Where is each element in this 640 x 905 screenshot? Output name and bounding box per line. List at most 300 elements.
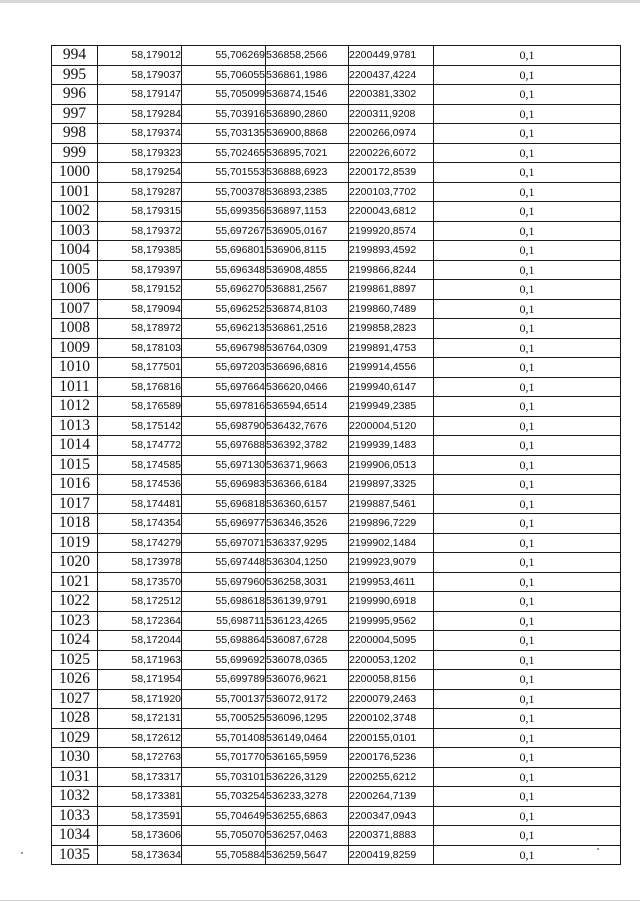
point-number-cell: 1017 xyxy=(52,494,98,514)
point-number-cell: 995 xyxy=(52,65,98,85)
table-row xyxy=(52,592,621,612)
longitude-cell: 55,696977 xyxy=(182,514,266,534)
table-row xyxy=(52,338,621,358)
point-number-cell: 1022 xyxy=(52,592,98,612)
accuracy-cell: 0,1 xyxy=(434,182,621,202)
longitude-cell: 55,700137 xyxy=(182,689,266,709)
y-coordinate-cell: 2199897,3325 xyxy=(349,475,434,495)
x-coordinate-cell: 536897,1153 xyxy=(266,202,349,222)
x-coordinate-cell: 536874,8103 xyxy=(266,299,349,319)
y-coordinate-cell: 2199887,5461 xyxy=(349,494,434,514)
longitude-cell: 55,699356 xyxy=(182,202,266,222)
accuracy-cell: 0,1 xyxy=(434,709,621,729)
longitude-cell: 55,700525 xyxy=(182,709,266,729)
longitude-cell: 55,699789 xyxy=(182,670,266,690)
x-coordinate-cell: 536764,0309 xyxy=(266,338,349,358)
longitude-cell: 55,697960 xyxy=(182,572,266,592)
y-coordinate-cell: 2200449,9781 xyxy=(349,46,434,66)
latitude-cell: 58,176589 xyxy=(98,397,182,417)
table-row xyxy=(52,670,621,690)
latitude-cell: 58,172612 xyxy=(98,728,182,748)
table-row xyxy=(52,104,621,124)
latitude-cell: 58,171963 xyxy=(98,650,182,670)
table-row xyxy=(52,826,621,846)
x-coordinate-cell: 536861,1986 xyxy=(266,65,349,85)
longitude-cell: 55,696983 xyxy=(182,475,266,495)
y-coordinate-cell: 2199891,4753 xyxy=(349,338,434,358)
longitude-cell: 55,701553 xyxy=(182,163,266,183)
y-coordinate-cell: 2200058,8156 xyxy=(349,670,434,690)
longitude-cell: 55,703916 xyxy=(182,104,266,124)
coordinates-table-body xyxy=(52,46,621,865)
table-row xyxy=(52,397,621,417)
y-coordinate-cell: 2199861,8897 xyxy=(349,280,434,300)
x-coordinate-cell: 536594,6514 xyxy=(266,397,349,417)
y-coordinate-cell: 2200004,5120 xyxy=(349,416,434,436)
accuracy-cell: 0,1 xyxy=(434,689,621,709)
point-number-cell: 1034 xyxy=(52,826,98,846)
longitude-cell: 55,698790 xyxy=(182,416,266,436)
x-coordinate-cell: 536259,5647 xyxy=(266,845,349,865)
latitude-cell: 58,173317 xyxy=(98,767,182,787)
longitude-cell: 55,696270 xyxy=(182,280,266,300)
accuracy-cell: 0,1 xyxy=(434,241,621,261)
table-row xyxy=(52,748,621,768)
longitude-cell: 55,703101 xyxy=(182,767,266,787)
y-coordinate-cell: 2200437,4224 xyxy=(349,65,434,85)
table-row xyxy=(52,280,621,300)
top-edge-rule xyxy=(0,0,640,3)
y-coordinate-cell: 2200371,8883 xyxy=(349,826,434,846)
longitude-cell: 55,697688 xyxy=(182,436,266,456)
accuracy-cell: 0,1 xyxy=(434,455,621,475)
x-coordinate-cell: 536076,9621 xyxy=(266,670,349,690)
accuracy-cell: 0,1 xyxy=(434,631,621,651)
point-number-cell: 1028 xyxy=(52,709,98,729)
y-coordinate-cell: 2199949,2385 xyxy=(349,397,434,417)
point-number-cell: 1025 xyxy=(52,650,98,670)
longitude-cell: 55,696801 xyxy=(182,241,266,261)
latitude-cell: 58,174585 xyxy=(98,455,182,475)
latitude-cell: 58,179385 xyxy=(98,241,182,261)
y-coordinate-cell: 2199914,4556 xyxy=(349,358,434,378)
accuracy-cell: 0,1 xyxy=(434,338,621,358)
point-number-cell: 1035 xyxy=(52,845,98,865)
y-coordinate-cell: 2199858,2823 xyxy=(349,319,434,339)
longitude-cell: 55,702465 xyxy=(182,143,266,163)
latitude-cell: 58,179152 xyxy=(98,280,182,300)
point-number-cell: 1001 xyxy=(52,182,98,202)
x-coordinate-cell: 536900,8868 xyxy=(266,124,349,144)
latitude-cell: 58,173591 xyxy=(98,806,182,826)
y-coordinate-cell: 2200172,8539 xyxy=(349,163,434,183)
table-row xyxy=(52,806,621,826)
x-coordinate-cell: 536861,2516 xyxy=(266,319,349,339)
x-coordinate-cell: 536908,4855 xyxy=(266,260,349,280)
x-coordinate-cell: 536620,0466 xyxy=(266,377,349,397)
point-number-cell: 1003 xyxy=(52,221,98,241)
table-row xyxy=(52,689,621,709)
y-coordinate-cell: 2199866,8244 xyxy=(349,260,434,280)
point-number-cell: 1026 xyxy=(52,670,98,690)
longitude-cell: 55,703254 xyxy=(182,787,266,807)
longitude-cell: 55,697664 xyxy=(182,377,266,397)
latitude-cell: 58,171954 xyxy=(98,670,182,690)
y-coordinate-cell: 2199953,4611 xyxy=(349,572,434,592)
point-number-cell: 1005 xyxy=(52,260,98,280)
point-number-cell: 1009 xyxy=(52,338,98,358)
point-number-cell: 998 xyxy=(52,124,98,144)
table-row xyxy=(52,631,621,651)
x-coordinate-cell: 536346,3526 xyxy=(266,514,349,534)
table-row xyxy=(52,377,621,397)
longitude-cell: 55,705070 xyxy=(182,826,266,846)
y-coordinate-cell: 2199893,4592 xyxy=(349,241,434,261)
latitude-cell: 58,177501 xyxy=(98,358,182,378)
table-row xyxy=(52,611,621,631)
x-coordinate-cell: 536895,7021 xyxy=(266,143,349,163)
latitude-cell: 58,179254 xyxy=(98,163,182,183)
latitude-cell: 58,174279 xyxy=(98,533,182,553)
x-coordinate-cell: 536696,6816 xyxy=(266,358,349,378)
point-number-cell: 1000 xyxy=(52,163,98,183)
accuracy-cell: 0,1 xyxy=(434,572,621,592)
accuracy-cell: 0,1 xyxy=(434,416,621,436)
table-row xyxy=(52,202,621,222)
latitude-cell: 58,171920 xyxy=(98,689,182,709)
point-number-cell: 1027 xyxy=(52,689,98,709)
y-coordinate-cell: 2200419,8259 xyxy=(349,845,434,865)
accuracy-cell: 0,1 xyxy=(434,85,621,105)
y-coordinate-cell: 2200311,9208 xyxy=(349,104,434,124)
y-coordinate-cell: 2200079,2463 xyxy=(349,689,434,709)
table-row xyxy=(52,358,621,378)
y-coordinate-cell: 2200226,6072 xyxy=(349,143,434,163)
accuracy-cell: 0,1 xyxy=(434,260,621,280)
point-number-cell: 1006 xyxy=(52,280,98,300)
x-coordinate-cell: 536888,6923 xyxy=(266,163,349,183)
latitude-cell: 58,174481 xyxy=(98,494,182,514)
latitude-cell: 58,175142 xyxy=(98,416,182,436)
x-coordinate-cell: 536360,6157 xyxy=(266,494,349,514)
latitude-cell: 58,173381 xyxy=(98,787,182,807)
longitude-cell: 55,698618 xyxy=(182,592,266,612)
latitude-cell: 58,179284 xyxy=(98,104,182,124)
accuracy-cell: 0,1 xyxy=(434,592,621,612)
longitude-cell: 55,698711 xyxy=(182,611,266,631)
longitude-cell: 55,697448 xyxy=(182,553,266,573)
x-coordinate-cell: 536123,4265 xyxy=(266,611,349,631)
table-row xyxy=(52,85,621,105)
table-row xyxy=(52,514,621,534)
accuracy-cell: 0,1 xyxy=(434,728,621,748)
longitude-cell: 55,696252 xyxy=(182,299,266,319)
table-row xyxy=(52,143,621,163)
accuracy-cell: 0,1 xyxy=(434,397,621,417)
table-row xyxy=(52,46,621,66)
table-row xyxy=(52,787,621,807)
table-row xyxy=(52,319,621,339)
accuracy-cell: 0,1 xyxy=(434,377,621,397)
y-coordinate-cell: 2199923,9079 xyxy=(349,553,434,573)
longitude-cell: 55,697267 xyxy=(182,221,266,241)
y-coordinate-cell: 2200053,1202 xyxy=(349,650,434,670)
point-number-cell: 1007 xyxy=(52,299,98,319)
y-coordinate-cell: 2199920,8574 xyxy=(349,221,434,241)
point-number-cell: 999 xyxy=(52,143,98,163)
latitude-cell: 58,172364 xyxy=(98,611,182,631)
point-number-cell: 1033 xyxy=(52,806,98,826)
accuracy-cell: 0,1 xyxy=(434,845,621,865)
longitude-cell: 55,705099 xyxy=(182,85,266,105)
point-number-cell: 1020 xyxy=(52,553,98,573)
y-coordinate-cell: 2199902,1484 xyxy=(349,533,434,553)
x-coordinate-cell: 536078,0365 xyxy=(266,650,349,670)
y-coordinate-cell: 2199896,7229 xyxy=(349,514,434,534)
longitude-cell: 55,701770 xyxy=(182,748,266,768)
y-coordinate-cell: 2200102,3748 xyxy=(349,709,434,729)
table-row xyxy=(52,728,621,748)
latitude-cell: 58,173570 xyxy=(98,572,182,592)
latitude-cell: 58,173978 xyxy=(98,553,182,573)
y-coordinate-cell: 2200264,7139 xyxy=(349,787,434,807)
longitude-cell: 55,697203 xyxy=(182,358,266,378)
table-row xyxy=(52,767,621,787)
accuracy-cell: 0,1 xyxy=(434,163,621,183)
latitude-cell: 58,179372 xyxy=(98,221,182,241)
x-coordinate-cell: 536255,6863 xyxy=(266,806,349,826)
y-coordinate-cell: 2200004,5095 xyxy=(349,631,434,651)
y-coordinate-cell: 2200155,0101 xyxy=(349,728,434,748)
accuracy-cell: 0,1 xyxy=(434,533,621,553)
table-row xyxy=(52,299,621,319)
point-number-cell: 1012 xyxy=(52,397,98,417)
x-coordinate-cell: 536149,0464 xyxy=(266,728,349,748)
x-coordinate-cell: 536304,1250 xyxy=(266,553,349,573)
y-coordinate-cell: 2200176,5236 xyxy=(349,748,434,768)
accuracy-cell: 0,1 xyxy=(434,611,621,631)
latitude-cell: 58,179094 xyxy=(98,299,182,319)
table-row xyxy=(52,455,621,475)
x-coordinate-cell: 536226,3129 xyxy=(266,767,349,787)
point-number-cell: 1011 xyxy=(52,377,98,397)
latitude-cell: 58,179287 xyxy=(98,182,182,202)
y-coordinate-cell: 2199939,1483 xyxy=(349,436,434,456)
latitude-cell: 58,173606 xyxy=(98,826,182,846)
bottom-edge-rule xyxy=(0,900,640,901)
x-coordinate-cell: 536258,3031 xyxy=(266,572,349,592)
accuracy-cell: 0,1 xyxy=(434,202,621,222)
x-coordinate-cell: 536432,7676 xyxy=(266,416,349,436)
scan-speck xyxy=(21,852,23,854)
point-number-cell: 1015 xyxy=(52,455,98,475)
accuracy-cell: 0,1 xyxy=(434,124,621,144)
accuracy-cell: 0,1 xyxy=(434,670,621,690)
table-row xyxy=(52,436,621,456)
x-coordinate-cell: 536366,6184 xyxy=(266,475,349,495)
table-row xyxy=(52,182,621,202)
longitude-cell: 55,701408 xyxy=(182,728,266,748)
x-coordinate-cell: 536874,1546 xyxy=(266,85,349,105)
x-coordinate-cell: 536257,0463 xyxy=(266,826,349,846)
accuracy-cell: 0,1 xyxy=(434,748,621,768)
longitude-cell: 55,696348 xyxy=(182,260,266,280)
y-coordinate-cell: 2200381,3302 xyxy=(349,85,434,105)
table-row xyxy=(52,241,621,261)
longitude-cell: 55,697130 xyxy=(182,455,266,475)
latitude-cell: 58,174772 xyxy=(98,436,182,456)
table-row xyxy=(52,416,621,436)
point-number-cell: 1004 xyxy=(52,241,98,261)
x-coordinate-cell: 536858,2566 xyxy=(266,46,349,66)
latitude-cell: 58,178103 xyxy=(98,338,182,358)
table-row xyxy=(52,650,621,670)
latitude-cell: 58,178972 xyxy=(98,319,182,339)
point-number-cell: 997 xyxy=(52,104,98,124)
y-coordinate-cell: 2199995,9562 xyxy=(349,611,434,631)
longitude-cell: 55,706269 xyxy=(182,46,266,66)
longitude-cell: 55,700378 xyxy=(182,182,266,202)
latitude-cell: 58,179147 xyxy=(98,85,182,105)
point-number-cell: 1021 xyxy=(52,572,98,592)
point-number-cell: 996 xyxy=(52,85,98,105)
latitude-cell: 58,174536 xyxy=(98,475,182,495)
x-coordinate-cell: 536906,8115 xyxy=(266,241,349,261)
accuracy-cell: 0,1 xyxy=(434,787,621,807)
table-row xyxy=(52,572,621,592)
longitude-cell: 55,699692 xyxy=(182,650,266,670)
accuracy-cell: 0,1 xyxy=(434,806,621,826)
point-number-cell: 1023 xyxy=(52,611,98,631)
point-number-cell: 1019 xyxy=(52,533,98,553)
table-row xyxy=(52,845,621,865)
latitude-cell: 58,179315 xyxy=(98,202,182,222)
latitude-cell: 58,174354 xyxy=(98,514,182,534)
longitude-cell: 55,706055 xyxy=(182,65,266,85)
accuracy-cell: 0,1 xyxy=(434,221,621,241)
latitude-cell: 58,179323 xyxy=(98,143,182,163)
longitude-cell: 55,697816 xyxy=(182,397,266,417)
x-coordinate-cell: 536392,3782 xyxy=(266,436,349,456)
point-number-cell: 1032 xyxy=(52,787,98,807)
longitude-cell: 55,696798 xyxy=(182,338,266,358)
table-row xyxy=(52,553,621,573)
longitude-cell: 55,697071 xyxy=(182,533,266,553)
accuracy-cell: 0,1 xyxy=(434,299,621,319)
longitude-cell: 55,698864 xyxy=(182,631,266,651)
latitude-cell: 58,173634 xyxy=(98,845,182,865)
x-coordinate-cell: 536139,9791 xyxy=(266,592,349,612)
y-coordinate-cell: 2200347,0943 xyxy=(349,806,434,826)
table-row xyxy=(52,709,621,729)
latitude-cell: 58,172512 xyxy=(98,592,182,612)
longitude-cell: 55,696213 xyxy=(182,319,266,339)
accuracy-cell: 0,1 xyxy=(434,436,621,456)
point-number-cell: 1029 xyxy=(52,728,98,748)
table-row xyxy=(52,494,621,514)
y-coordinate-cell: 2200043,6812 xyxy=(349,202,434,222)
accuracy-cell: 0,1 xyxy=(434,358,621,378)
point-number-cell: 1013 xyxy=(52,416,98,436)
x-coordinate-cell: 536893,2385 xyxy=(266,182,349,202)
accuracy-cell: 0,1 xyxy=(434,826,621,846)
point-number-cell: 1018 xyxy=(52,514,98,534)
accuracy-cell: 0,1 xyxy=(434,514,621,534)
y-coordinate-cell: 2199860,7489 xyxy=(349,299,434,319)
longitude-cell: 55,704649 xyxy=(182,806,266,826)
y-coordinate-cell: 2199906,0513 xyxy=(349,455,434,475)
y-coordinate-cell: 2200255,6212 xyxy=(349,767,434,787)
latitude-cell: 58,172131 xyxy=(98,709,182,729)
scan-speck xyxy=(597,848,599,850)
point-number-cell: 1010 xyxy=(52,358,98,378)
latitude-cell: 58,179012 xyxy=(98,46,182,66)
latitude-cell: 58,176816 xyxy=(98,377,182,397)
accuracy-cell: 0,1 xyxy=(434,553,621,573)
accuracy-cell: 0,1 xyxy=(434,104,621,124)
accuracy-cell: 0,1 xyxy=(434,475,621,495)
latitude-cell: 58,179397 xyxy=(98,260,182,280)
x-coordinate-cell: 536233,3278 xyxy=(266,787,349,807)
x-coordinate-cell: 536165,5959 xyxy=(266,748,349,768)
accuracy-cell: 0,1 xyxy=(434,494,621,514)
x-coordinate-cell: 536890,2860 xyxy=(266,104,349,124)
point-number-cell: 1024 xyxy=(52,631,98,651)
accuracy-cell: 0,1 xyxy=(434,46,621,66)
x-coordinate-cell: 536881,2567 xyxy=(266,280,349,300)
accuracy-cell: 0,1 xyxy=(434,143,621,163)
longitude-cell: 55,696818 xyxy=(182,494,266,514)
coordinates-table xyxy=(51,45,621,865)
y-coordinate-cell: 2200103,7702 xyxy=(349,182,434,202)
x-coordinate-cell: 536072,9172 xyxy=(266,689,349,709)
table-row xyxy=(52,163,621,183)
table-row xyxy=(52,124,621,144)
point-number-cell: 1031 xyxy=(52,767,98,787)
latitude-cell: 58,172763 xyxy=(98,748,182,768)
latitude-cell: 58,179037 xyxy=(98,65,182,85)
longitude-cell: 55,703135 xyxy=(182,124,266,144)
x-coordinate-cell: 536096,1295 xyxy=(266,709,349,729)
x-coordinate-cell: 536905,0167 xyxy=(266,221,349,241)
table-row xyxy=(52,475,621,495)
table-row xyxy=(52,260,621,280)
accuracy-cell: 0,1 xyxy=(434,65,621,85)
point-number-cell: 1016 xyxy=(52,475,98,495)
point-number-cell: 1008 xyxy=(52,319,98,339)
accuracy-cell: 0,1 xyxy=(434,650,621,670)
y-coordinate-cell: 2199990,6918 xyxy=(349,592,434,612)
table-row xyxy=(52,533,621,553)
point-number-cell: 994 xyxy=(52,46,98,66)
point-number-cell: 1002 xyxy=(52,202,98,222)
latitude-cell: 58,172044 xyxy=(98,631,182,651)
accuracy-cell: 0,1 xyxy=(434,280,621,300)
point-number-cell: 1030 xyxy=(52,748,98,768)
accuracy-cell: 0,1 xyxy=(434,767,621,787)
y-coordinate-cell: 2200266,0974 xyxy=(349,124,434,144)
x-coordinate-cell: 536371,9663 xyxy=(266,455,349,475)
table-row xyxy=(52,65,621,85)
latitude-cell: 58,179374 xyxy=(98,124,182,144)
point-number-cell: 1014 xyxy=(52,436,98,456)
table-row xyxy=(52,221,621,241)
longitude-cell: 55,705884 xyxy=(182,845,266,865)
y-coordinate-cell: 2199940,6147 xyxy=(349,377,434,397)
x-coordinate-cell: 536337,9295 xyxy=(266,533,349,553)
x-coordinate-cell: 536087,6728 xyxy=(266,631,349,651)
accuracy-cell: 0,1 xyxy=(434,319,621,339)
